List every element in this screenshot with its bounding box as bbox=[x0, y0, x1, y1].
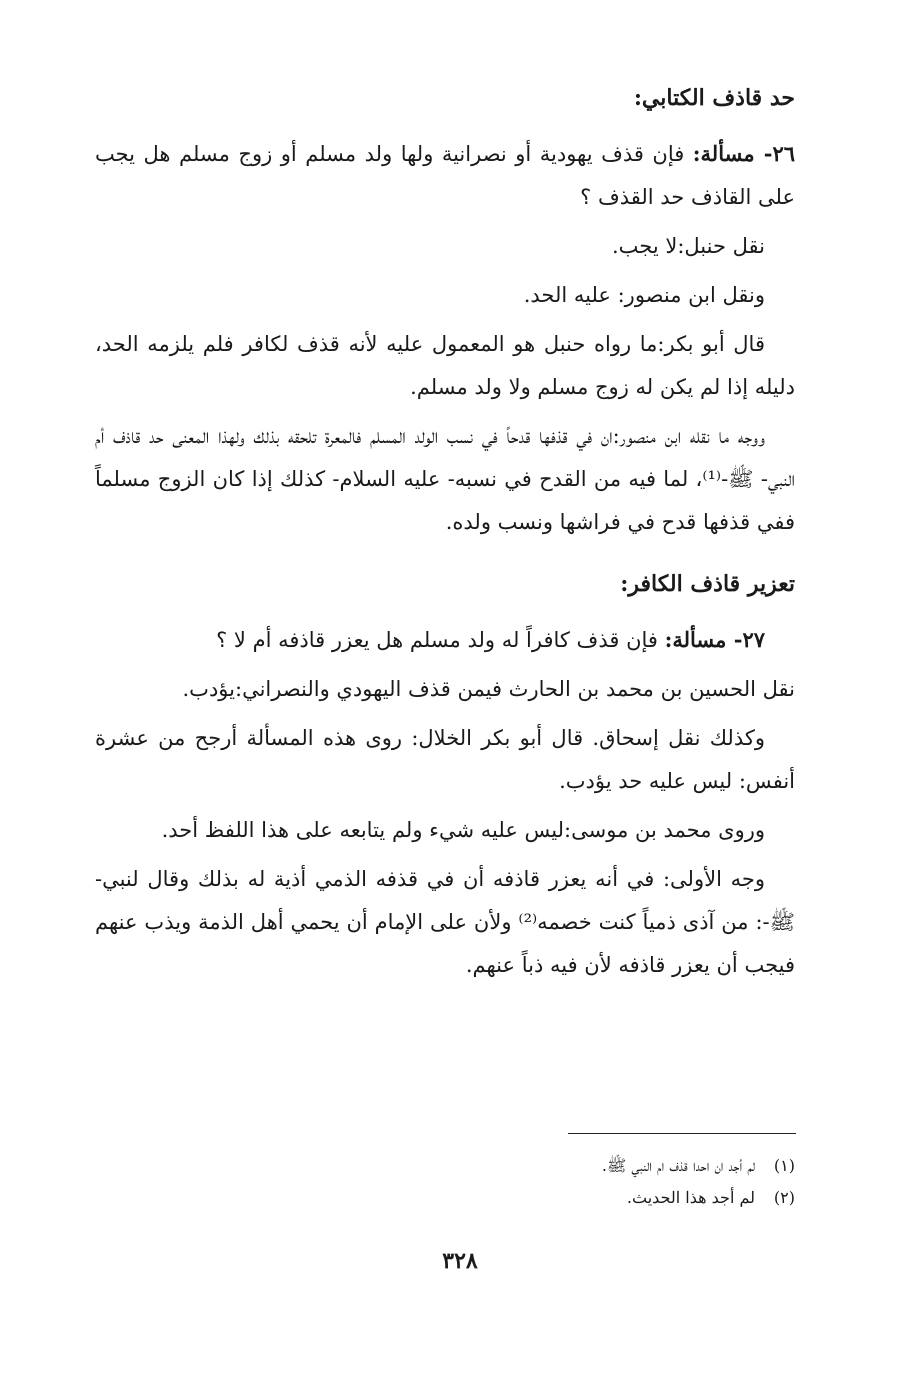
paragraph-ibn-mansur: ونقل ابن منصور: عليه الحد. bbox=[523, 283, 765, 307]
footnote-2 bbox=[300, 1182, 795, 1214]
question-27-number: ٢٧- مسألة: bbox=[664, 627, 765, 652]
footnote-1-number: (١) bbox=[773, 1156, 795, 1175]
footnotes bbox=[300, 1150, 795, 1214]
paragraph-ishaq: وكذلك نقل إسحاق. قال أبو بكر الخلال: روى هذه المسألة أرجح من عشرة أنفس: ليس عليه حد يؤدب. bbox=[95, 726, 795, 793]
question-26-text: فإن قذف يهودية أو نصرانية ولها ولد مسلم أو زوج مسلم هل يجب على القاذف حد القذف ؟ bbox=[95, 142, 795, 209]
section-heading-kafir: تعزير قاذف الكافر: bbox=[620, 571, 795, 597]
section-gap bbox=[95, 550, 795, 564]
paragraph-hanbal: نقل حنبل:لا يجب. bbox=[611, 234, 765, 258]
footnote-1-text: لم أجد ان احدا قذف ام النبي ﷺ. bbox=[601, 1156, 755, 1175]
footnote-2-number: (٢) bbox=[773, 1188, 795, 1207]
question-26 bbox=[95, 132, 795, 219]
paragraph-wajh-ibn-mansur: ووجه ما نقله ابن منصور:ان في قذفها قدحاً في نسب الولد المسلم فالمعرة تلحقه بذلك ولهذا المعنى حد قاذف أم النبي- ﷺ-⁽¹⁾، لما فيه من القدح في نسبه- عليه السلام- كذلك إذا كان الزوج مسلماً ففي قذفها قدح في فراشها ونسب ولده. bbox=[95, 424, 795, 534]
question-26-number: ٢٦- مسألة: bbox=[692, 141, 795, 166]
page-number: ٣٢٨ bbox=[442, 1248, 478, 1274]
paragraph-wajh-awla: وجه الأولى: في أنه يعزر قاذفه أن في قذفه الذمي أذية له بذلك وقال لنبي- ﷺ-: من آذى ذمياً كنت خصمه⁽²⁾ ولأن على الإمام أن يحمي أهل الذمة ويذب عنهم فيجب أن يعزر قاذفه لأن فيه ذباً عنهم. bbox=[95, 867, 795, 977]
page-body bbox=[95, 78, 795, 993]
paragraph-muhammad-musa: وروى محمد بن موسى:ليس عليه شيء ولم يتابعه على هذا اللفظ أحد. bbox=[161, 818, 765, 842]
question-27-text: فإن قذف كافراً له ولد مسلم هل يعزر قاذفه أم لا ؟ bbox=[216, 628, 665, 652]
footnote-divider bbox=[568, 1133, 796, 1134]
question-27 bbox=[95, 618, 795, 662]
footnote-1 bbox=[300, 1150, 795, 1182]
section-heading-kitabi: حد قاذف الكتابي: bbox=[633, 85, 795, 111]
paragraph-husayn: نقل الحسين بن محمد بن الحارث فيمن قذف اليهودي والنصراني:يؤدب. bbox=[182, 677, 795, 701]
footnote-2-text: لم أجد هذا الحديث. bbox=[626, 1188, 755, 1207]
paragraph-abu-bakr: قال أبو بكر:ما رواه حنبل هو المعمول عليه لأنه قذف لكافر فلم يلزمه الحد، دليله إذا لم يكن له زوج مسلم ولا ولد مسلم. bbox=[95, 332, 795, 399]
